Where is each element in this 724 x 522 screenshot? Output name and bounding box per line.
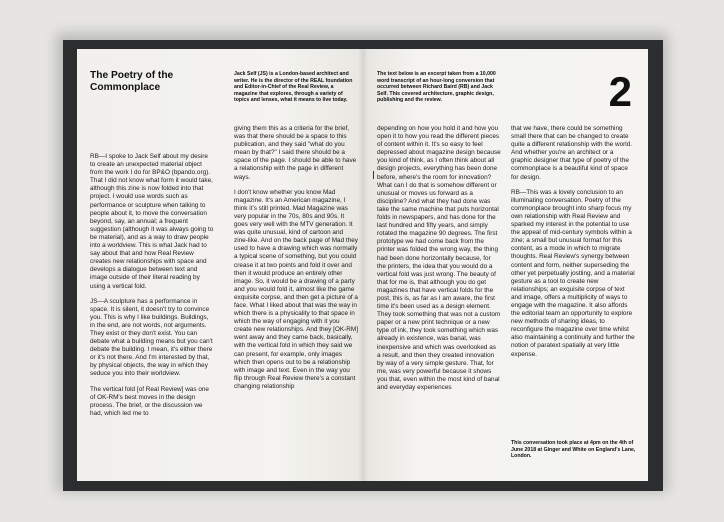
left-page: [77, 49, 363, 481]
article-title: The Poetry of the Commonplace: [90, 70, 174, 93]
footnote: This conversation took place at 4pm on the 4th of June 2018 at Ginger and White on England's Lane, London.: [511, 440, 636, 460]
paragraph: depending on how you hold it and how you open it to how you read the different pieces of content within it. It's so easy to feel depressed about magazine design because you kind of think, as I often think about all design projects, everything has been done before, where's the room for innovation? What can I do that is somehow different or unusual or moves us forward as a discipline? And what they had done was take the same machine that puts horizontal folds in newspapers, and has done for the last hundred and fifty years, and simply rotated the magazine 90 degrees. The first prototype we had come back from the printer was folded the wrong way, the thing had been done horizontally because, for the printers, the idea that you would do a vertical fold was just wrong. The beauty of that for me is, that although you do get magazines that have vertical folds for the post, this is, as far as I am aware, the first time it's been used as a design element. They took something that was not a custom paper or a new print technique or a new type of ink, they took something which was already in existence, was banal, was inexpensive and which was overlooked as a result, and then they created innovation by way of a very simple gesture. That, for me, was very powerful because it shows you that, even within the most kind of banal and everyday experiences: [377, 125, 501, 391]
right-page-column-2: [511, 125, 635, 366]
left-page-column-2: [234, 125, 358, 398]
paragraph: I don't know whether you know Mad magazine. It's an American magazine, I think it's still printed. Mad Magazine was very popular in the 70s, 80s and 90s. It goes very well with the MTV generation. It was quite unusual, kind of cartoon and zine-like. And on the back page of Mad they used to have a drawing which was normally a typical scene of something, but you could crease it at two points and fold it over and then it would produce an entirely other image. So, it would be a drawing of a party and you would fold it, almost like the game exquisite corpse, and then get a picture of a face. What I liked about that was the way in which there is a physicality to that space in which the way of engaging with it you create new relationships. And they [OK-RM] went away and they came back, basically, with the vertical fold in which they said we can present, for example, only images which then opens out to be a relationship with image and text. Even in the way you flip through Real Review there's a constant changing relationship: [234, 188, 358, 390]
right-page: [363, 49, 648, 481]
paragraph: giving them this as a criteria for the brief, was that there should be a space to this publication, and they said "what do you mean by that?" I said there should be a space of the page. I should be able to have a relationship with the page in different ways.: [234, 125, 357, 181]
paragraph: The vertical fold [of Real Review] was one of OK-RM's best moves in the design process. The brief, or the discussion we had, which led me to: [90, 385, 209, 417]
left-page-column-1: [90, 153, 214, 425]
spine-gutter: [358, 49, 368, 481]
paragraph: that we have, there could be something small there that can be changed to create quite a different relationship with the world. And whether you're an architect or a graphic designer that type of poetry of the commonplace is a beautiful kind of space for design.: [511, 125, 633, 181]
issue-number: 2: [608, 68, 632, 115]
paragraph: JS—A sculpture has a performance in space. It is silent, it doesn't try to convince you. This is why I like buildings. Buildings, in the end, are not words, not arguments. They exist or they don't exist. You can debate what a building means but you can't debate the building. I mean, it's either there or it's not there. And I'm interested by that, by physical objects, the way in which they seduce you into their worldview.: [90, 297, 213, 378]
paragraph: RB—I spoke to Jack Self about my desire to create an unexpected material object from the work I do for BP&O (bpando.org). That I did not know what form it would take, although this zine is now folded into that project. I would use words such as performance or sculpture when talking to people about it, to move the conversation beyond, say, an annual; a frequent suggestion (although it was always going to be material), and as a way to draw people into a worldview. This is what Jack had to say about that and how Real Review creates new relationships with space and develops a dialogue between text and image outside of their literal reading by using a vertical fold.: [90, 153, 214, 290]
transcript-note: The text below is an excerpt taken from a 10,000 word transcript of an hour-long conversion that occurred between Richard Baird (RB) and Jack Self. This covered architecture, graphic design, publishing and the review.: [377, 71, 496, 104]
author-bio: Jack Self (JS) is a London-based architect and writer. He is the director of the REAL foundation and Editor-in-Chief of the Real Review, a magazine that explores, through a variety of topics and lenses, what it means to live today.: [234, 71, 353, 104]
paragraph: RB—This was a lovely conclusion to an illuminating conversation. Poetry of the commonplace brought into sharp focus my own relationship with Real Review and sparked my interest in the potential to use the appeal of mid-century symbols within a zine; a small but unusual format for this content, as a mode in which to migrate thoughts. Real Review's synergy between content and form, neither superseding the other yet perpetually jostling, and a material gesture as a tool to create new relationships; an exquisite corpse of text and image, offers a multiplicity of ways to engage with the magazine. It also affords the editorial team an opportunity to explore new methods of sharing ideas, to reconfigure the magazine over time whilst also maintaining a continuity and further the notion of paratext spatially at very little expense.: [511, 188, 635, 358]
right-page-column-1: [377, 125, 501, 399]
fold-mark: [373, 171, 374, 179]
